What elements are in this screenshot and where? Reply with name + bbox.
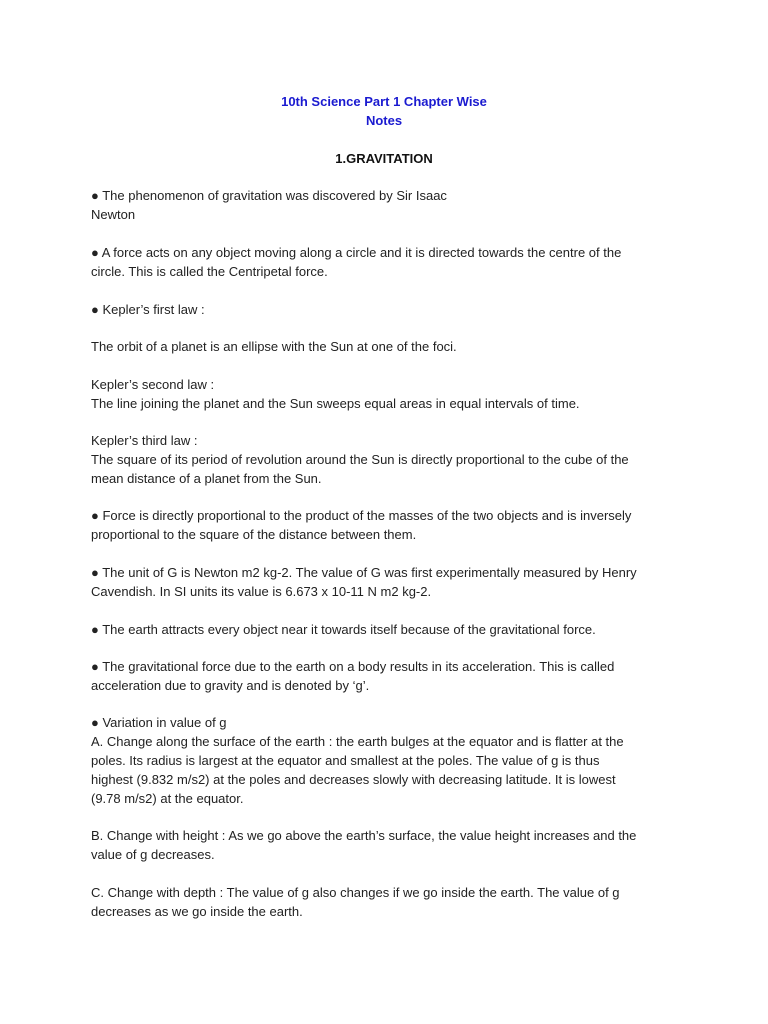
paragraph-line: ● Variation in value of g	[91, 715, 227, 730]
paragraph-unit-of-g	[91, 563, 691, 601]
paragraph-line: value of g decreases.	[91, 847, 215, 862]
paragraph-gravitational-force	[91, 506, 691, 544]
paragraph-kepler-second-law	[91, 375, 691, 413]
document-title-line-1: 10th Science Part 1 Chapter Wise	[281, 94, 487, 109]
paragraph-line: B. Change with height : As we go above the earth’s surface, the value height increases and the	[91, 828, 637, 843]
paragraph-line: proportional to the square of the distance between them.	[91, 527, 417, 542]
paragraph-line: ● The gravitational force due to the earth on a body results in its acceleration. This is called	[91, 659, 615, 674]
paragraph-line: Kepler’s second law :	[91, 377, 215, 392]
paragraph-line: The orbit of a planet is an ellipse with the Sun at one of the foci.	[91, 339, 457, 354]
paragraph-centripetal-force	[91, 243, 691, 281]
paragraph-line: A. Change along the surface of the earth : the earth bulges at the equator and is flatter at the	[91, 734, 624, 749]
paragraph-kepler-third-law	[91, 431, 691, 488]
paragraph-line: Kepler’s third law :	[91, 433, 198, 448]
paragraph-variation-of-g	[91, 713, 691, 808]
paragraph-line: decreases as we go inside the earth.	[91, 904, 303, 919]
paragraph-earth-attracts	[91, 620, 691, 639]
paragraph-line: ● Kepler’s first law :	[91, 302, 205, 317]
paragraph-change-with-height	[91, 826, 691, 864]
document-title-line-2: Notes	[365, 113, 403, 128]
paragraph-line: ● Force is directly proportional to the product of the masses of the two objects and is inversely	[91, 508, 632, 523]
paragraph-line: mean distance of a planet from the Sun.	[91, 471, 322, 486]
chapter-heading: 1.GRAVITATION	[335, 151, 433, 166]
paragraph-line: ● A force acts on any object moving along a circle and it is directed towards the centre of the	[91, 245, 622, 260]
paragraph-line: C. Change with depth : The value of g also changes if we go inside the earth. The value of g	[91, 885, 620, 900]
paragraph-line: Newton	[91, 207, 136, 222]
paragraph-line: poles. Its radius is largest at the equator and smallest at the poles. The value of g is thus	[91, 753, 600, 768]
paragraph-line: (9.78 m/s2) at the equator.	[91, 791, 244, 806]
paragraph-line: highest (9.832 m/s2) at the poles and decreases slowly with decreasing latitude. It is lowest	[91, 772, 616, 787]
paragraph-line: ● The earth attracts every object near it towards itself because of the gravitational force.	[91, 622, 596, 637]
paragraph-newton	[91, 186, 691, 224]
paragraph-change-with-depth	[91, 883, 691, 921]
paragraph-kepler-first-law	[91, 337, 691, 356]
paragraph-line: acceleration due to gravity and is denoted by ‘g’.	[91, 678, 370, 693]
paragraph-line: The line joining the planet and the Sun sweeps equal areas in equal intervals of time.	[91, 396, 580, 411]
paragraph-line: circle. This is called the Centripetal force.	[91, 264, 328, 279]
paragraph-acceleration-due-to-gravity	[91, 657, 691, 695]
paragraph-kepler-first-law-label	[91, 300, 691, 319]
paragraph-line: The square of its period of revolution around the Sun is directly proportional to the cube of the	[91, 452, 629, 467]
paragraph-line: Cavendish. In SI units its value is 6.673 x 10-11 N m2 kg-2.	[91, 584, 432, 599]
paragraph-line: ● The phenomenon of gravitation was discovered by Sir Isaac	[91, 188, 447, 203]
paragraph-line: ● The unit of G is Newton m2 kg-2. The value of G was first experimentally measured by Henry	[91, 565, 637, 580]
